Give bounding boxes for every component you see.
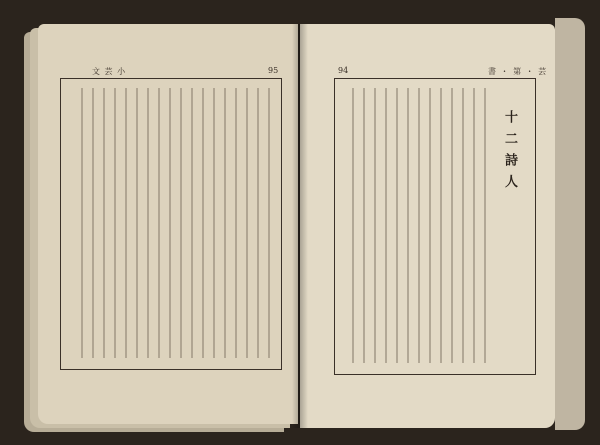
text-column-line [224,88,226,358]
text-column-line [169,88,171,358]
text-column-line [103,88,105,358]
text-column-line [191,88,193,358]
text-column-line [440,88,442,363]
text-column-line [114,88,116,358]
text-column-line [125,88,127,358]
text-column-line [136,88,138,358]
text-column-line [147,88,149,358]
text-column-line [484,88,486,363]
text-column-line [180,88,182,358]
text-column-line [92,88,94,358]
right-page-header: 書 ・ 第 ・ 芸 [488,67,548,76]
text-column-line [396,88,398,363]
text-column-line [363,88,365,363]
text-column-line [385,88,387,363]
text-column-line [81,88,83,358]
text-column-line [473,88,475,363]
text-column-line [235,88,237,358]
text-column-line [352,88,354,363]
text-column-line [462,88,464,363]
text-column-line [451,88,453,363]
text-column-line [268,88,270,358]
text-column-line [407,88,409,363]
text-column-line [374,88,376,363]
text-column-line [418,88,420,363]
right-page-number: 94 [338,66,349,75]
text-column-line [246,88,248,358]
text-column-line [213,88,215,358]
left-page-header: 文 芸 小 [92,67,127,76]
text-column-line [158,88,160,358]
text-column-line [429,88,431,363]
right-page-edge [555,18,585,430]
book-gutter [292,24,308,428]
section-heading: 十 二 詩 人 [502,110,517,190]
text-column-line [202,88,204,358]
left-page-number: 95 [268,66,279,75]
text-column-line [257,88,259,358]
